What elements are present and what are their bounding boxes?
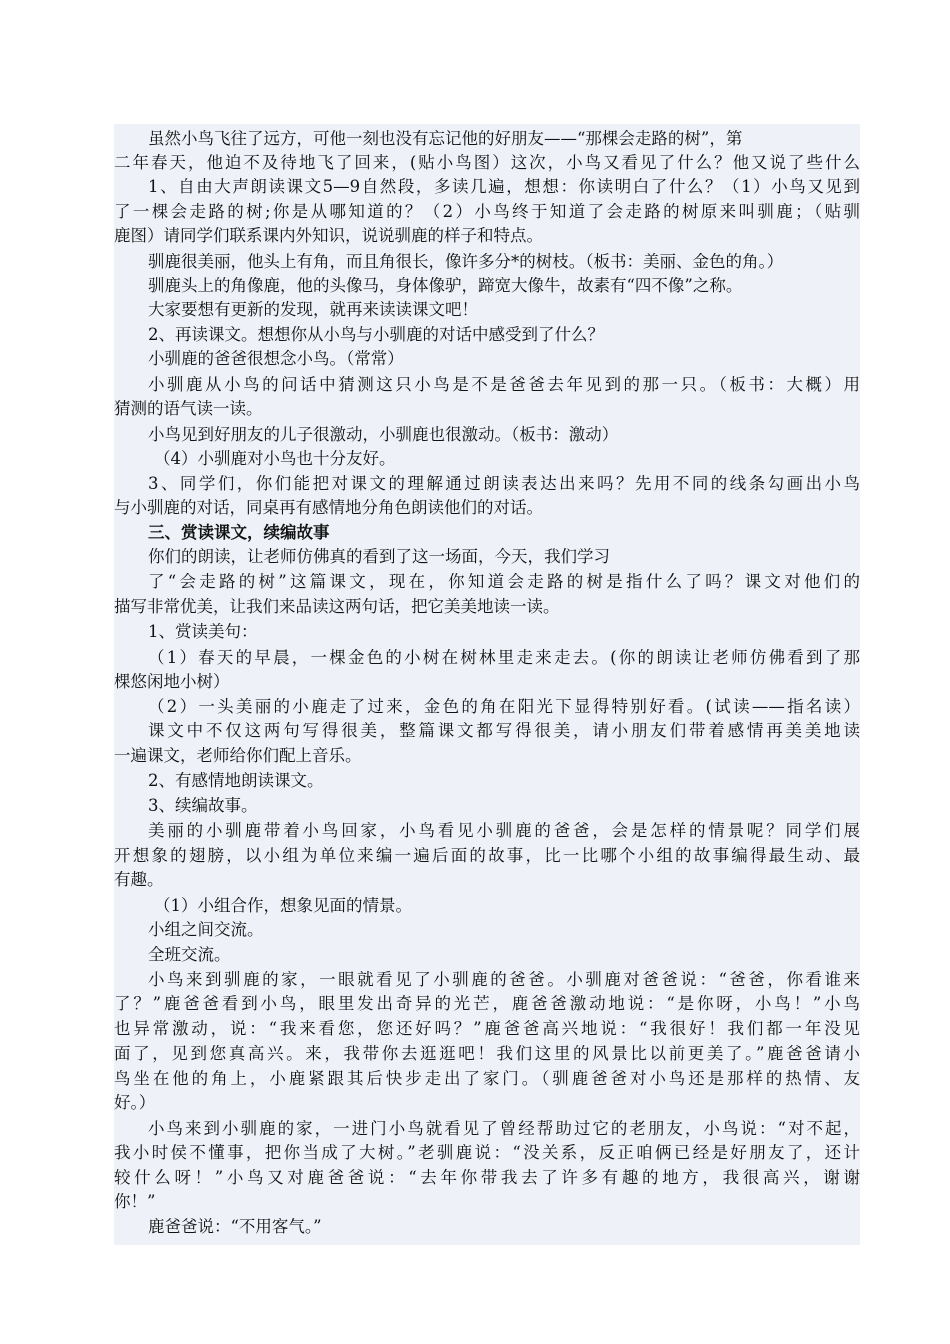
text-line: 3、同学们，你们能把对课文的理解通过朗读表达出来吗？先用不同的线条勾画出小鸟 — [148, 474, 860, 493]
text-line: 也异常激动，说：“我来看您，您还好吗？”鹿爸爸高兴地说：“我很好！我们都一年没见 — [114, 1019, 860, 1038]
text-line: （2）一头美丽的小鹿走了过来，金色的角在阳光下显得特别好看。(试读——指名读） — [148, 697, 860, 716]
text-line: 有趣。 — [114, 870, 164, 889]
text-line: 美丽的小驯鹿带着小鸟回家，小鸟看见小驯鹿的爸爸，会是怎样的情景呢？同学们展 — [148, 821, 860, 840]
text-line: 1、赏读美句： — [148, 622, 258, 641]
text-line: 小鸟见到好朋友的儿子很激动，小驯鹿也很激动。（板书：激动） — [148, 425, 619, 444]
text-line: 了“会走路的树”这篇课文，现在，你知道会走路的树是指什么了吗？课文对他们的 — [148, 572, 860, 591]
text-line: （1）春天的早晨，一棵金色的小树在树林里走来走去。(你的朗读让老师仿佛看到了那 — [148, 648, 860, 667]
text-line: 鹿爸爸说：“不用客气。” — [148, 1217, 322, 1236]
text-line: 与小驯鹿的对话，同桌再有感情地分角色朗读他们的对话。 — [114, 498, 543, 517]
text-line: 驯鹿很美丽，他头上有角，而且角很长，像许多分*的树枝。（板书：美丽、金色的角。） — [148, 252, 784, 271]
text-line: 了？”鹿爸爸看到小鸟，眼里发出奇异的光芒，鹿爸爸激动地说：“是你呀，小鸟！”小鸟 — [114, 994, 860, 1013]
text-line: 1、自由大声朗读课文5—9自然段，多读几遍，想想：你读明白了什么？（1）小鸟又见到 — [148, 177, 860, 196]
text-line: 你们的朗读，让老师仿佛真的看到了这一场面，今天，我们学习 — [148, 547, 610, 566]
text-line: 你！” — [114, 1192, 156, 1211]
text-line: （4）小驯鹿对小鸟也十分友好。 — [154, 449, 396, 468]
text-line: 面了，见到您真高兴。来，我带你去逛逛吧！我们这里的风景比以前更美了。”鹿爸爸请小 — [114, 1044, 860, 1063]
text-line: 虽然小鸟飞往了远方，可他一刻也没有忘记他的好朋友——“那棵会走路的树”，第 — [148, 129, 743, 148]
text-line: 好。） — [114, 1093, 156, 1112]
text-line: 3、续编故事。 — [148, 796, 258, 815]
text-line: 我小时侯不懂事，把你当成了大树。”老驯鹿说：“没关系，反正咱俩已经是好朋友了，还计 — [114, 1143, 860, 1162]
text-line: 大家要想有更新的发现，就再来读读课文吧！ — [148, 300, 478, 319]
text-line: 2、有感情地朗读课文。 — [148, 771, 324, 790]
text-line: 鸟坐在他的角上，小鹿紧跟其后快步走出了家门。（驯鹿爸爸对小鸟还是那样的热情、友 — [114, 1069, 860, 1088]
text-line: （1）小组合作，想象见面的情景。 — [154, 896, 412, 915]
text-line: 小驯鹿从小鸟的问话中猜测这只小鸟是不是爸爸去年见到的那一只。（板书：大概）用 — [148, 375, 860, 394]
text-line: 2、再读课文。想想你从小鸟与小驯鹿的对话中感受到了什么？ — [148, 325, 604, 344]
text-line: 了一棵会走路的树;你是从哪知道的？（2）小鸟终于知道了会走路的树原来叫驯鹿；（贴驯 — [114, 202, 860, 221]
text-line: 猜测的语气读一读。 — [114, 399, 263, 418]
text-line: 小组之间交流。 — [148, 920, 264, 939]
text-line: 开想象的翅膀，以小组为单位来编一遍后面的故事，比一比哪个小组的故事编得最生动、最 — [114, 846, 860, 865]
text-line: 棵悠闲地小树） — [114, 672, 230, 691]
text-line: 鹿图）请同学们联系课内外知识，说说驯鹿的样子和特点。 — [114, 226, 543, 245]
text-line: 小驯鹿的爸爸很想念小鸟。（常常） — [148, 349, 404, 368]
text-line: 一遍课文，老师给你们配上音乐。 — [114, 746, 362, 765]
text-line: 课文中不仅这两句写得很美，整篇课文都写得很美，请小朋友们带着感情再美美地读 — [148, 721, 860, 740]
text-line: 小鸟来到小驯鹿的家，一进门小鸟就看见了曾经帮助过它的老朋友，小鸟说：“对不起， — [148, 1119, 860, 1138]
document-text-block — [114, 124, 860, 1245]
text-line: 全班交流。 — [148, 945, 231, 964]
text-line: 驯鹿头上的角像鹿，他的头像马，身体像驴，蹄宽大像牛，故素有“四不像”之称。 — [148, 276, 743, 295]
text-line: 小鸟来到驯鹿的家，一眼就看见了小驯鹿的爸爸。小驯鹿对爸爸说：“爸爸，你看谁来 — [148, 970, 860, 989]
text-line: 描写非常优美，让我们来品读这两句话，把它美美地读一读。 — [114, 597, 560, 616]
section-heading: 三、赏读课文，续编故事 — [148, 523, 330, 542]
text-line: 二年春天，他迫不及待地飞了回来，(贴小鸟图）这次，小鸟又看见了什么？他又说了些什么 — [114, 153, 860, 172]
text-line: 较什么呀！”小鸟又对鹿爸爸说：“去年你带我去了许多有趣的地方，我很高兴，谢谢 — [114, 1168, 860, 1187]
